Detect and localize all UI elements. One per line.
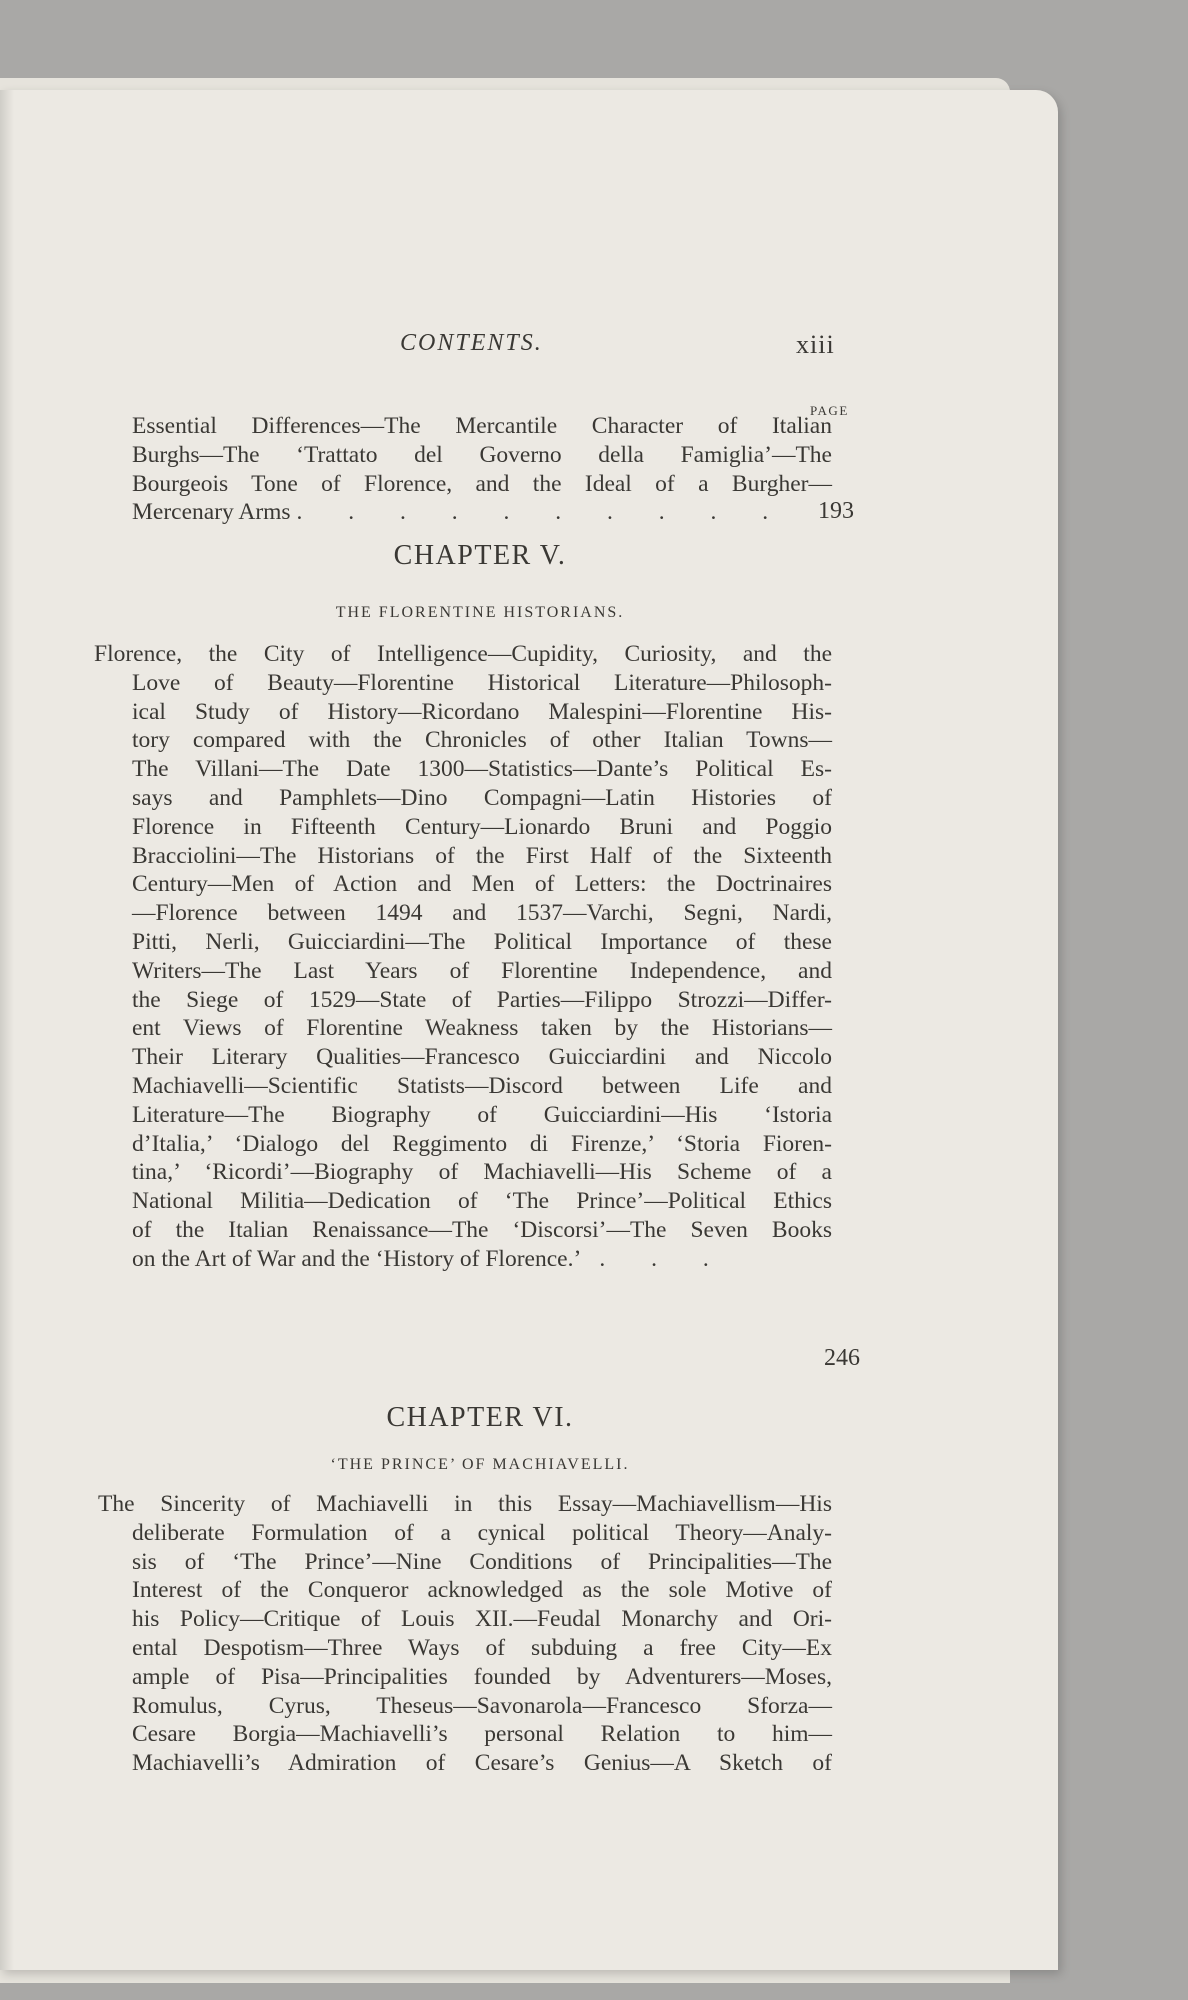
page-ref: 246 — [824, 1345, 860, 1371]
entry-line: tina,’ ‘Ricordi’—Biography of Machiavelli—His Scheme of a — [132, 1159, 832, 1186]
entry-line: Machiavelli—Scientific Statists—Discord between Life and — [132, 1072, 832, 1099]
entry-line: Florence, the City of Intelligence—Cupidity, Curiosity, and the — [94, 641, 832, 667]
entry-line: on the Art of War and the ‘History of Florence.’ . . . — [132, 1245, 729, 1272]
entry-line: ample of Pisa—Principalities founded by Adventurers—Moses, — [132, 1663, 832, 1690]
entry-line: —Florence between 1494 and 1537—Varchi, Segni, Nardi, — [132, 900, 832, 927]
entry-line: Bourgeois Tone of Florence, and the Ideal of a Burgher— — [132, 470, 832, 497]
entry-line: Cesare Borgia—Machiavelli’s personal Relation to him— — [132, 1721, 832, 1748]
entry-line: Writers—The Last Years of Florentine Independence, and — [132, 957, 832, 984]
chapter-title: ‘THE PRINCE’ OF MACHIAVELLI. — [330, 1456, 630, 1473]
entry-line: National Militia—Dedication of ‘The Prince’—Political Ethics — [132, 1188, 832, 1215]
page-ref: 193 — [818, 498, 854, 524]
contents-entry-chapter-6 — [100, 1490, 832, 1778]
entry-line: tory compared with the Chronicles of other Italian Towns— — [132, 727, 832, 754]
binding-shadow — [0, 90, 14, 1970]
entry-line: ical Study of History—Ricordano Malespini—Florentine His- — [132, 698, 832, 725]
dot-leader: . . . — [599, 1245, 729, 1272]
entry-line: Literature—The Biography of Guicciardini—His ‘Istoria — [132, 1101, 832, 1128]
entry-line: Machiavelli’s Admiration of Cesare’s Genius—A Sketch of — [132, 1750, 832, 1777]
entry-line: Their Literary Qualities—Francesco Guicciardini and Niccolo — [132, 1044, 832, 1071]
chapter-heading: CHAPTER V. — [393, 540, 567, 571]
entry-line: The Sincerity of Machiavelli in this Essay—Machiavellism—His — [98, 1491, 832, 1517]
page-column-label: PAGE — [810, 403, 849, 418]
entry-line: says and Pamphlets—Dino Compagni—Latin Histories of — [132, 784, 832, 811]
entry-line: Essential Differences—The Mercantile Character of Italian — [132, 413, 832, 439]
chapter-title: THE FLORENTINE HISTORIANS. — [335, 604, 625, 621]
entry-line: Burghs—The ‘Trattato del Governo della Famiglia’—The — [132, 441, 832, 468]
entry-line: the Siege of 1529—State of Parties—Filippo Strozzi—Differ- — [132, 986, 832, 1013]
entry-line: Interest of the Conqueror acknowledged as the sole Motive of — [132, 1577, 832, 1604]
entry-line: The Villani—The Date 1300—Statistics—Dante’s Political Es- — [132, 756, 832, 783]
entry-line: ent Views of Florentine Weakness taken by the Historians— — [132, 1015, 832, 1042]
entry-line: deliberate Formulation of a cynical political Theory—Analy- — [132, 1519, 832, 1546]
contents-entry-chapter-5 — [94, 640, 832, 1274]
entry-line: Mercenary Arms . . . . . . . . . . — [132, 499, 789, 526]
contents-entry-intro — [100, 412, 832, 527]
dot-leader: . . . . . . . . . . — [296, 499, 789, 526]
book-page — [0, 90, 1058, 1970]
entry-line: Florence in Fifteenth Century—Lionardo Bruni and Poggio — [132, 813, 832, 840]
entry-line: his Policy—Critique of Louis XII.—Feudal Monarchy and Ori- — [132, 1606, 832, 1633]
running-title: CONTENTS. — [400, 330, 543, 356]
entry-line: Pitti, Nerli, Guicciardini—The Political Importance of these — [132, 928, 832, 955]
entry-line: Romulus, Cyrus, Theseus—Savonarola—Francesco Sforza— — [132, 1692, 832, 1719]
chapter-heading: CHAPTER VI. — [386, 1402, 574, 1433]
entry-line: sis of ‘The Prince’—Nine Conditions of Principalities—The — [132, 1548, 832, 1575]
entry-line: d’Italia,’ ‘Dialogo del Reggimento di Firenze,’ ‘Storia Fioren- — [132, 1130, 832, 1157]
entry-line: Century—Men of Action and Men of Letters: the Doctrinaires — [132, 871, 832, 898]
entry-line: Bracciolini—The Historians of the First Half of the Sixteenth — [132, 842, 832, 869]
page-number: xiii — [796, 330, 835, 359]
entry-line: ental Despotism—Three Ways of subduing a free City—Ex — [132, 1634, 832, 1661]
entry-line: Love of Beauty—Florentine Historical Literature—Philosoph- — [132, 669, 832, 696]
entry-line: of the Italian Renaissance—The ‘Discorsi’—The Seven Books — [132, 1216, 832, 1243]
